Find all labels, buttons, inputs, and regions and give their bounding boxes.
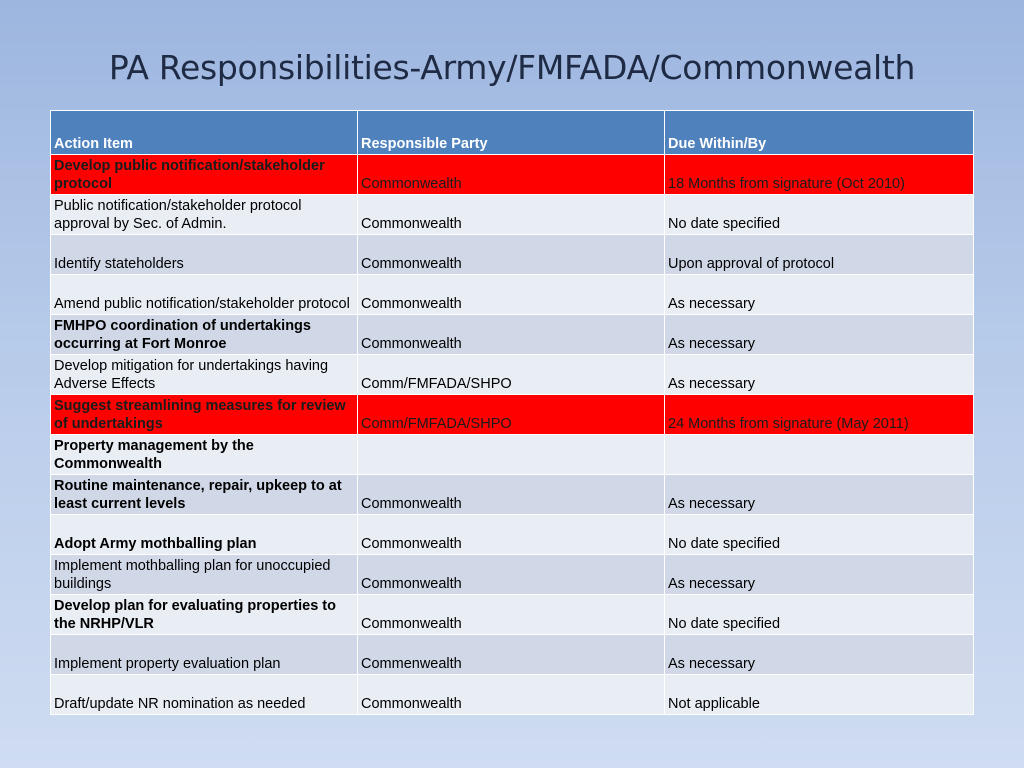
due-cell: As necessary	[665, 555, 974, 595]
table-row	[51, 515, 974, 555]
table-row	[51, 635, 974, 675]
table-row	[51, 475, 974, 515]
party-cell: Commonwealth	[358, 195, 665, 235]
action-cell: Implement property evaluation plan	[51, 635, 358, 675]
due-cell: Not applicable	[665, 675, 974, 715]
due-cell: No date specified	[665, 515, 974, 555]
header-due-within-by: Due Within/By	[665, 111, 974, 155]
action-cell: Draft/update NR nomination as needed	[51, 675, 358, 715]
due-cell	[665, 435, 974, 475]
table-row	[51, 155, 974, 195]
party-cell: Commenwealth	[358, 635, 665, 675]
due-cell: As necessary	[665, 355, 974, 395]
action-cell: Suggest streamlining measures for review of undertakings	[51, 395, 358, 435]
party-cell: Commonwealth	[358, 595, 665, 635]
responsibilities-table	[50, 110, 974, 715]
table-row	[51, 675, 974, 715]
action-cell: Public notification/stakeholder protocol approval by Sec. of Admin.	[51, 195, 358, 235]
party-cell	[358, 435, 665, 475]
due-cell: 24 Months from signature (May 2011)	[665, 395, 974, 435]
party-cell: Commonwealth	[358, 555, 665, 595]
action-cell: Amend public notification/stakeholder protocol	[51, 275, 358, 315]
due-cell: No date specified	[665, 195, 974, 235]
table-row	[51, 275, 974, 315]
action-cell: Implement mothballing plan for unoccupied buildings	[51, 555, 358, 595]
slide-title: PA Responsibilities-Army/FMFADA/Commonwealth	[108, 48, 916, 87]
action-cell: Adopt Army mothballing plan	[51, 515, 358, 555]
due-cell: Upon approval of protocol	[665, 235, 974, 275]
party-cell: Commonwealth	[358, 235, 665, 275]
party-cell: Comm/FMFADA/SHPO	[358, 395, 665, 435]
action-cell: Develop plan for evaluating properties to the NRHP/VLR	[51, 595, 358, 635]
due-cell: As necessary	[665, 275, 974, 315]
party-cell: Commonwealth	[358, 155, 665, 195]
party-cell: Commonwealth	[358, 315, 665, 355]
header-responsible-party: Responsible Party	[358, 111, 665, 155]
header-action-item: Action Item	[51, 111, 358, 155]
table-row	[51, 235, 974, 275]
table-row	[51, 555, 974, 595]
table-header-row	[51, 111, 974, 155]
table-row	[51, 195, 974, 235]
due-cell: As necessary	[665, 475, 974, 515]
due-cell: No date specified	[665, 595, 974, 635]
action-cell: FMHPO coordination of undertakings occurring at Fort Monroe	[51, 315, 358, 355]
table-row	[51, 355, 974, 395]
party-cell: Commonwealth	[358, 515, 665, 555]
table-row	[51, 395, 974, 435]
table-row	[51, 315, 974, 355]
action-cell: Identify stateholders	[51, 235, 358, 275]
table-row	[51, 595, 974, 635]
action-cell: Develop public notification/stakeholder protocol	[51, 155, 358, 195]
party-cell: Commonwealth	[358, 475, 665, 515]
party-cell: Commonwealth	[358, 275, 665, 315]
action-cell: Develop mitigation for undertakings having Adverse Effects	[51, 355, 358, 395]
due-cell: As necessary	[665, 315, 974, 355]
action-cell: Property management by the Commonwealth	[51, 435, 358, 475]
due-cell: 18 Months from signature (Oct 2010)	[665, 155, 974, 195]
due-cell: As necessary	[665, 635, 974, 675]
table-row	[51, 435, 974, 475]
action-cell: Routine maintenance, repair, upkeep to at least current levels	[51, 475, 358, 515]
party-cell: Commonwealth	[358, 675, 665, 715]
party-cell: Comm/FMFADA/SHPO	[358, 355, 665, 395]
